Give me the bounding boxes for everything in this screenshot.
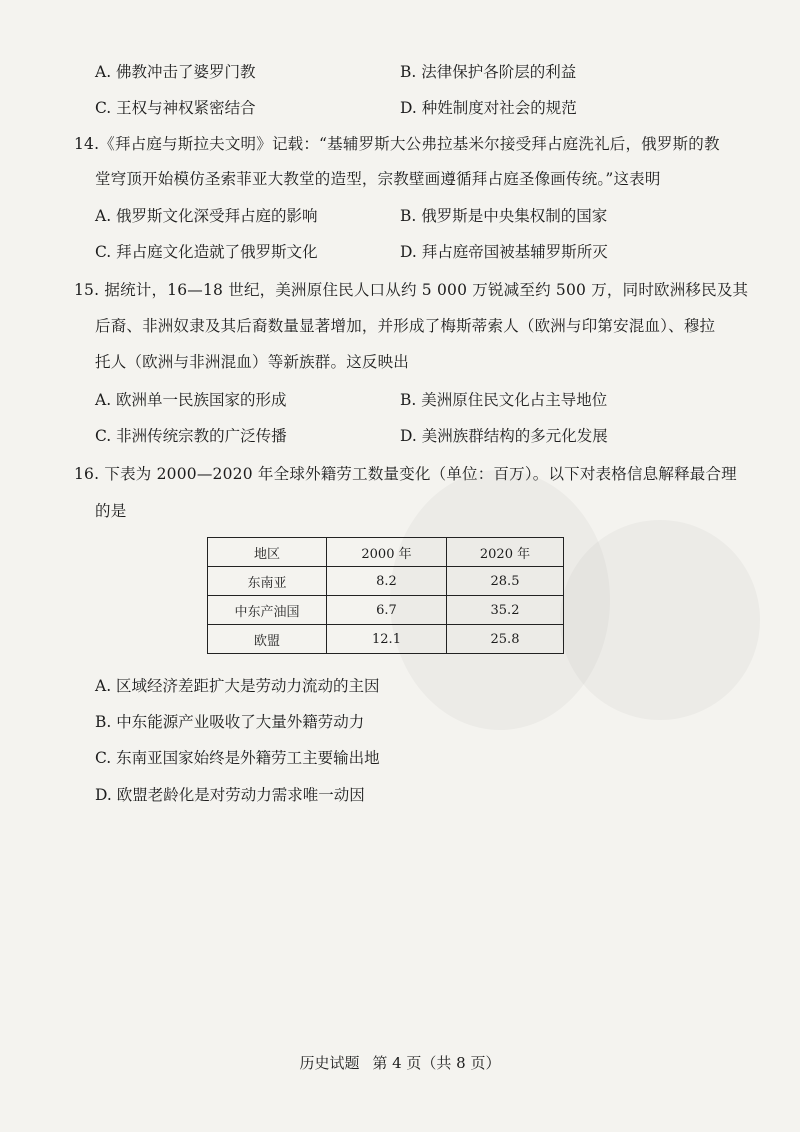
q13-option-a: A. 佛教冲击了婆罗门教 bbox=[95, 63, 256, 81]
q15-option-d: D. 美洲族群结构的多元化发展 bbox=[400, 427, 608, 445]
table-cell: 12.1 bbox=[327, 625, 447, 654]
table-cell: 28.5 bbox=[447, 567, 564, 596]
table-cell: 35.2 bbox=[447, 596, 564, 625]
table-row bbox=[208, 596, 564, 625]
q14-option-c: C. 拜占庭文化造就了俄罗斯文化 bbox=[95, 243, 318, 261]
table-cell: 8.2 bbox=[327, 567, 447, 596]
q14-option-b: B. 俄罗斯是中央集权制的国家 bbox=[400, 207, 608, 225]
q16-stem-line2: 的是 bbox=[95, 502, 127, 520]
table-cell: 25.8 bbox=[447, 625, 564, 654]
q16-stem-line1: 16. 下表为 2000—2020 年全球外籍劳工数量变化（单位：百万）。以下对表格信息解释最合理 bbox=[74, 465, 737, 483]
q15-option-b: B. 美洲原住民文化占主导地位 bbox=[400, 391, 608, 409]
q14-stem-line1: 14.《拜占庭与斯拉夫文明》记载：“基辅罗斯大公弗拉基米尔接受拜占庭洗礼后，俄罗斯的教 bbox=[74, 135, 720, 153]
table-header-cell: 2020 年 bbox=[447, 538, 564, 567]
q15-stem-line3: 托人（欧洲与非洲混血）等新族群。这反映出 bbox=[95, 353, 410, 371]
q15-option-a: A. 欧洲单一民族国家的形成 bbox=[95, 391, 287, 409]
q13-option-c: C. 王权与神权紧密结合 bbox=[95, 99, 256, 117]
q16-option-b: B. 中东能源产业吸收了大量外籍劳动力 bbox=[95, 713, 365, 731]
q15-stem-line2: 后裔、非洲奴隶及其后裔数量显著增加，并形成了梅斯蒂索人（欧洲与印第安混血）、穆拉 bbox=[95, 317, 716, 335]
table-header-row bbox=[208, 538, 564, 567]
table-row bbox=[208, 567, 564, 596]
table-cell: 中东产油国 bbox=[208, 596, 327, 625]
table-header-cell: 2000 年 bbox=[327, 538, 447, 567]
footer-page-number: 第 4 页（共 8 页） bbox=[372, 1054, 501, 1072]
footer-subject: 历史试题 bbox=[299, 1054, 360, 1072]
q14-stem-line2: 堂穹顶开始模仿圣索菲亚大教堂的造型，宗教壁画遵循拜占庭圣像画传统。”这表明 bbox=[95, 170, 661, 188]
table-cell: 欧盟 bbox=[208, 625, 327, 654]
q13-option-b: B. 法律保护各阶层的利益 bbox=[400, 63, 577, 81]
q14-option-a: A. 俄罗斯文化深受拜占庭的影响 bbox=[95, 207, 318, 225]
labor-data-table bbox=[207, 537, 564, 654]
q13-option-d: D. 种姓制度对社会的规范 bbox=[400, 99, 577, 117]
q15-stem-line1: 15. 据统计，16—18 世纪，美洲原住民人口从约 5 000 万锐减至约 500 万，同时欧洲移民及其 bbox=[74, 281, 749, 299]
table-row bbox=[208, 625, 564, 654]
scan-smudge bbox=[560, 520, 760, 720]
q16-option-c: C. 东南亚国家始终是外籍劳工主要输出地 bbox=[95, 749, 380, 767]
q16-option-d: D. 欧盟老龄化是对劳动力需求唯一动因 bbox=[95, 786, 365, 804]
page-footer bbox=[0, 1052, 800, 1073]
q16-option-a: A. 区域经济差距扩大是劳动力流动的主因 bbox=[95, 677, 380, 695]
table-cell: 东南亚 bbox=[208, 567, 327, 596]
q15-option-c: C. 非洲传统宗教的广泛传播 bbox=[95, 427, 287, 445]
table-header-cell: 地区 bbox=[208, 538, 327, 567]
table-cell: 6.7 bbox=[327, 596, 447, 625]
q14-option-d: D. 拜占庭帝国被基辅罗斯所灭 bbox=[400, 243, 608, 261]
